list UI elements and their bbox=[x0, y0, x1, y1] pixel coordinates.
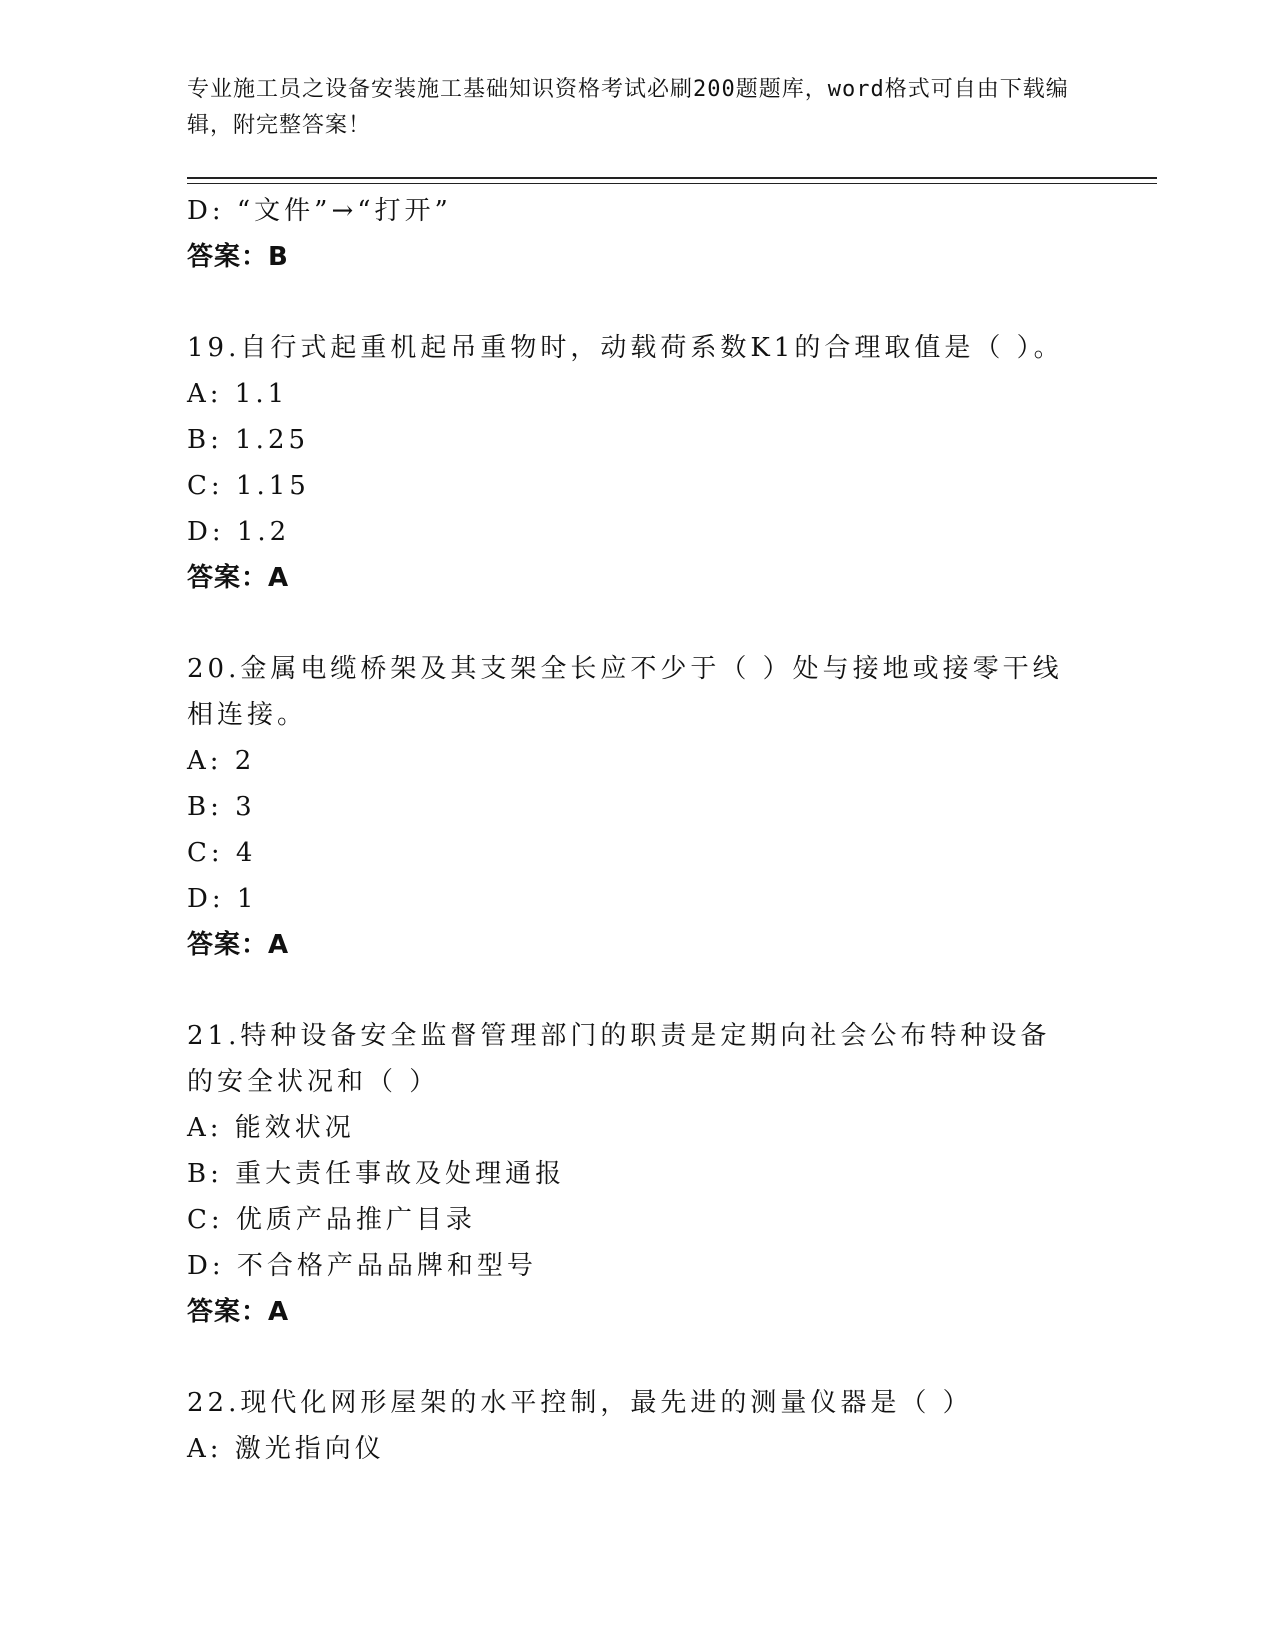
header-divider-thick bbox=[187, 177, 1157, 179]
option-a: A: 能效状况 bbox=[187, 1113, 355, 1143]
option-a: A: 2 bbox=[187, 746, 256, 776]
question-21 bbox=[187, 1013, 1087, 1335]
answer-line: 答案：B bbox=[187, 242, 289, 272]
option-d: D: “文件”→“打开” bbox=[187, 196, 452, 226]
option-b: B: 3 bbox=[187, 792, 256, 822]
question-list bbox=[187, 188, 1087, 1472]
question-19 bbox=[187, 325, 1087, 601]
header-divider-thin bbox=[187, 183, 1157, 184]
question-title: 20.金属电缆桥架及其支架全长应不少于（ ）处与接地或接零干线相连接。 bbox=[187, 654, 1063, 730]
option-b: B: 1.25 bbox=[187, 425, 310, 455]
question-title: 22.现代化网形屋架的水平控制，最先进的测量仪器是（ ） bbox=[187, 1388, 973, 1418]
option-c: C: 4 bbox=[187, 838, 257, 868]
answer-line: 答案：A bbox=[187, 930, 290, 960]
option-d: D: 1 bbox=[187, 884, 258, 914]
option-b: B: 重大责任事故及处理通报 bbox=[187, 1159, 566, 1189]
answer-line: 答案：A bbox=[187, 563, 290, 593]
question-20 bbox=[187, 646, 1087, 968]
answer-line: 答案：A bbox=[187, 1297, 290, 1327]
question-title: 19.自行式起重机起吊重物时，动载荷系数K1的合理取值是（ ）。 bbox=[187, 333, 1064, 363]
option-d: D: 不合格产品品牌和型号 bbox=[187, 1251, 537, 1281]
option-c: C: 1.15 bbox=[187, 471, 310, 501]
option-d: D: 1.2 bbox=[187, 517, 291, 547]
question-title: 21.特种设备安全监督管理部门的职责是定期向社会公布特种设备的安全状况和（ ） bbox=[187, 1021, 1051, 1097]
question-22 bbox=[187, 1380, 1087, 1472]
document-header: 专业施工员之设备安装施工基础知识资格考试必刷200题题库，word格式可自由下载编辑，附完整答案！ bbox=[187, 77, 1069, 138]
option-a: A: 激光指向仪 bbox=[187, 1434, 385, 1464]
option-c: C: 优质产品推广目录 bbox=[187, 1205, 476, 1235]
option-a: A: 1.1 bbox=[187, 379, 289, 409]
